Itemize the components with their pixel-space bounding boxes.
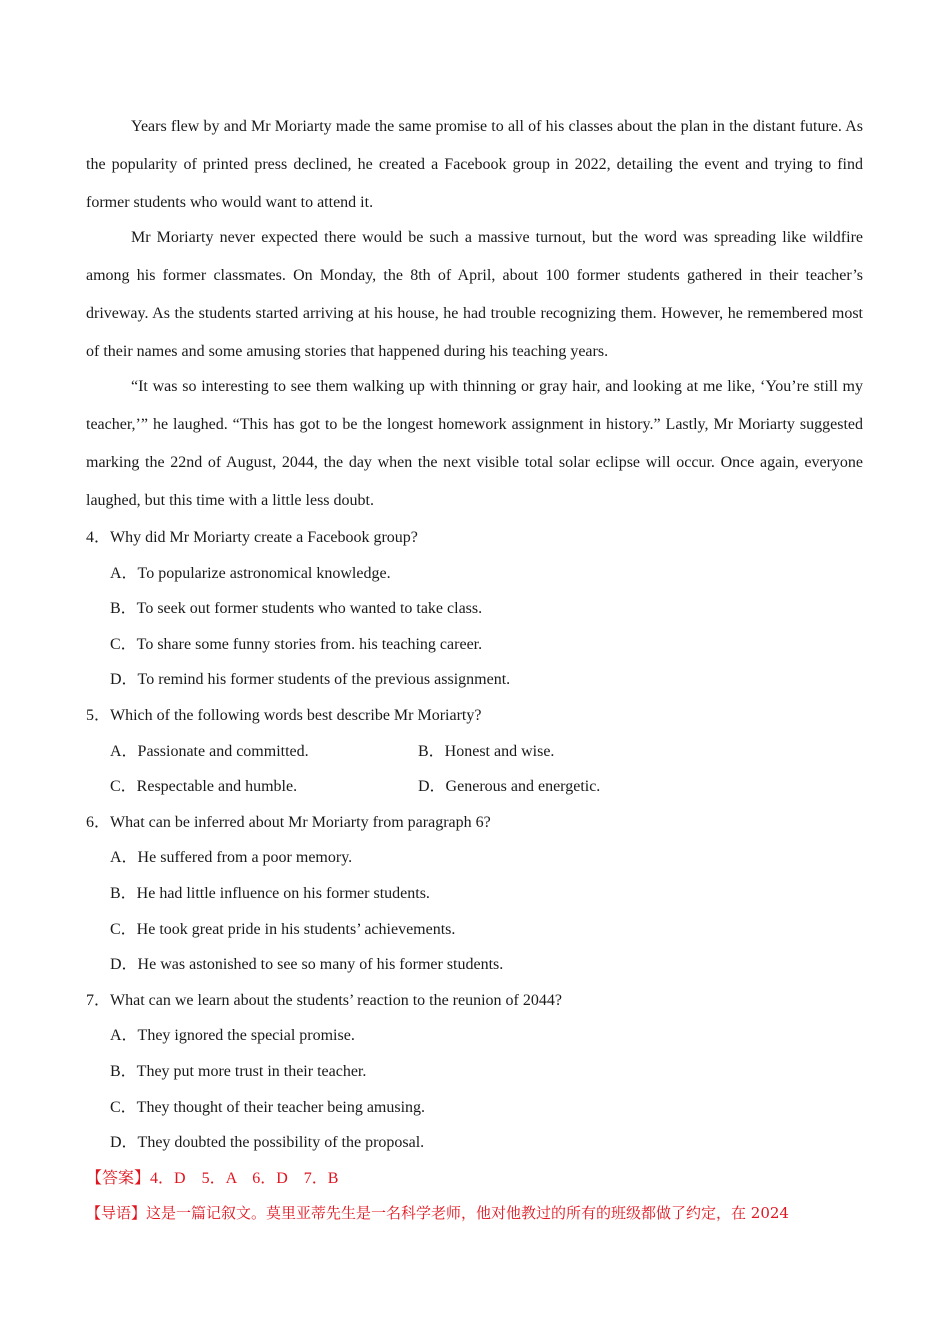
question-7 bbox=[86, 983, 863, 1161]
question-5 bbox=[86, 698, 863, 805]
question-5-option-b: B．Honest and wise. bbox=[418, 742, 555, 760]
question-4-option-c: C．To share some funny stories from. his teaching career. bbox=[110, 635, 483, 653]
question-7-option-c: C．They thought of their teacher being amusing. bbox=[110, 1098, 426, 1116]
answer-text: 4．D 5．A 6．D 7．B bbox=[150, 1169, 339, 1187]
question-7-option-a: A．They ignored the special promise. bbox=[110, 1027, 355, 1045]
question-5-option-a: A．Passionate and committed. bbox=[110, 742, 309, 760]
passage-paragraph-2: Mr Moriarty never expected there would be such a massive turnout, but the word was spreading like wildfire among his former classmates. On Monday, the 8th of April, about 100 former students gathered in their teacher’s driveway. As the students started arriving at his house, he had trouble recognizing them. However, he remembered most of their names and some amusing stories that happened during his teaching years. bbox=[86, 229, 863, 360]
question-7-stem: 7．What can we learn about the students’ reaction to the reunion of 2044? bbox=[86, 991, 562, 1009]
question-6-stem: 6．What can be inferred about Mr Moriarty from paragraph 6? bbox=[86, 813, 491, 831]
question-5-stem: 5．Which of the following words best describe Mr Moriarty? bbox=[86, 706, 482, 724]
lead-in bbox=[86, 1196, 863, 1232]
question-6-option-a: A．He suffered from a poor memory. bbox=[110, 849, 353, 867]
question-5-option-row-1 bbox=[110, 734, 863, 770]
question-7-option-b: B．They put more trust in their teacher. bbox=[110, 1062, 367, 1080]
question-4 bbox=[86, 520, 863, 698]
question-4-option-a: A．To popularize astronomical knowledge. bbox=[110, 564, 391, 582]
answer-label: 【答案】 bbox=[86, 1169, 151, 1187]
question-4-option-d: D．To remind his former students of the previous assignment. bbox=[110, 671, 511, 689]
question-6 bbox=[86, 805, 863, 983]
question-6-option-d: D．He was astonished to see so many of his former students. bbox=[110, 956, 504, 974]
question-6-option-c: C．He took great pride in his students’ achievements. bbox=[110, 920, 456, 938]
passage-paragraph-3: “It was so interesting to see them walking up with thinning or gray hair, and looking at me like, ‘You’re still my teacher,’” he laughed. “This has got to be the longest homework assignment in history.” Lastly, Mr Moriarty suggested marking the 22nd of August, 2044, the day when the next visible total solar eclipse will occur. Once again, everyone laughed, but this time with a little less doubt. bbox=[86, 378, 863, 509]
question-4-option-b: B．To seek out former students who wanted to take class. bbox=[110, 600, 483, 618]
question-6-option-b: B．He had little influence on his former students. bbox=[110, 884, 430, 902]
question-5-option-row-2 bbox=[110, 769, 863, 805]
question-7-option-d: D．They doubted the possibility of the proposal. bbox=[110, 1134, 425, 1152]
question-4-stem: 4．Why did Mr Moriarty create a Facebook group? bbox=[86, 529, 418, 546]
question-5-option-c: C．Respectable and humble. bbox=[110, 778, 298, 796]
answer-key bbox=[86, 1161, 863, 1197]
lead-label: 【导语】 bbox=[86, 1204, 147, 1223]
lead-text: 这是一篇记叙文。莫里亚蒂先生是一名科学老师，他对他教过的所有的班级都做了约定，在 2024 bbox=[146, 1204, 789, 1223]
passage-paragraph-1: Years flew by and Mr Moriarty made the same promise to all of his classes about the plan in the distant future. As the popularity of printed press declined, he created a Facebook group in 2022, detailing the event and trying to find former students who would want to attend it. bbox=[86, 118, 863, 211]
question-5-option-d: D．Generous and energetic. bbox=[418, 778, 601, 796]
document-page bbox=[86, 108, 863, 1232]
